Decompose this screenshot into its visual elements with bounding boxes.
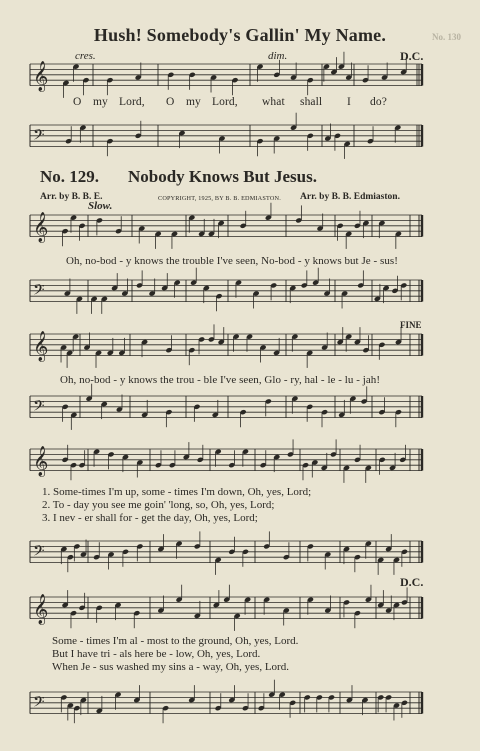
treble-clef-icon: 𝄞 <box>33 331 49 362</box>
copyright-notice: COPYRIGHT, 1925, BY B. B. EDMIASTON. <box>158 195 281 202</box>
verse-line-3a: 3. I nev - er shall for - get the day, Oh, yes, Lord; <box>42 512 258 524</box>
verse-line-2b: But I have tri - als here be - low, Oh, yes, Lord. <box>52 648 261 660</box>
verse-line-1b: Some - times I'm al - most to the ground, Oh, yes, Lord. <box>52 635 299 647</box>
lyric-word: shall <box>300 96 323 108</box>
lyric-word: O <box>73 96 82 108</box>
verse-line-3b: When Je - sus washed my sins a - way, Oh, yes, Lord. <box>52 661 289 673</box>
staff <box>30 692 422 714</box>
dynamic-dim: dim. <box>268 50 288 62</box>
bass-clef-icon: 𝄢 <box>33 397 45 419</box>
dynamic-cres: cres. <box>75 50 96 62</box>
lyric-word: what <box>262 96 285 108</box>
treble-clef-icon: 𝄞 <box>33 212 49 243</box>
bass-clef-icon: 𝄢 <box>33 281 45 303</box>
verse-line-2a: 2. To - day you see me goin' 'long, so, Oh, yes, Lord; <box>42 499 275 511</box>
treble-clef-icon: 𝄞 <box>33 61 49 92</box>
lyric-word: Lord, <box>119 96 145 108</box>
staff <box>30 61 422 93</box>
lyric-word: I <box>347 96 351 108</box>
fine-mark: FINE <box>400 320 422 330</box>
dc-mark-129: D.C. <box>400 575 424 589</box>
staff <box>30 446 422 478</box>
lyric-line-2: Oh, no-bod - y knows the trou - ble I've seen, Glo - ry, hal - le - lu - jah! <box>60 374 381 386</box>
hymn-129-number: No. 129. <box>40 167 100 186</box>
staff <box>30 541 422 563</box>
lyric-word: do? <box>370 96 387 108</box>
lyric-line-1: Oh, no-bod - y knows the trouble I've seen, No-bod - y knows but Je - sus! <box>66 255 398 267</box>
bass-clef-icon: 𝄢 <box>33 542 45 564</box>
lyric-word: my <box>186 96 201 108</box>
arranger-right: Arr. by B. B. Edmiaston. <box>300 192 400 202</box>
lyric-word: Lord, <box>212 96 238 108</box>
dc-mark-128: D.C. <box>400 49 424 63</box>
treble-clef-icon: 𝄞 <box>33 594 49 625</box>
lyric-word: O <box>166 96 175 108</box>
bass-clef-icon: 𝄢 <box>33 126 45 148</box>
verse-line-1a: 1. Some-times I'm up, some - times I'm down, Oh, yes, Lord; <box>42 486 312 498</box>
arranger-left: Arr. by B. B. E. <box>40 192 103 202</box>
hymn-128-title: Hush! Somebody's Gallin' My Name. <box>93 25 387 45</box>
bass-clef-icon: 𝄢 <box>33 693 45 715</box>
lyric-word: my <box>93 96 108 108</box>
faded-stamp: No. 130 <box>432 32 461 42</box>
tempo-marking: Slow. <box>88 200 113 212</box>
hymn-129-title: Nobody Knows But Jesus. <box>128 167 317 186</box>
treble-clef-icon: 𝄞 <box>33 446 49 477</box>
staff <box>30 125 422 147</box>
